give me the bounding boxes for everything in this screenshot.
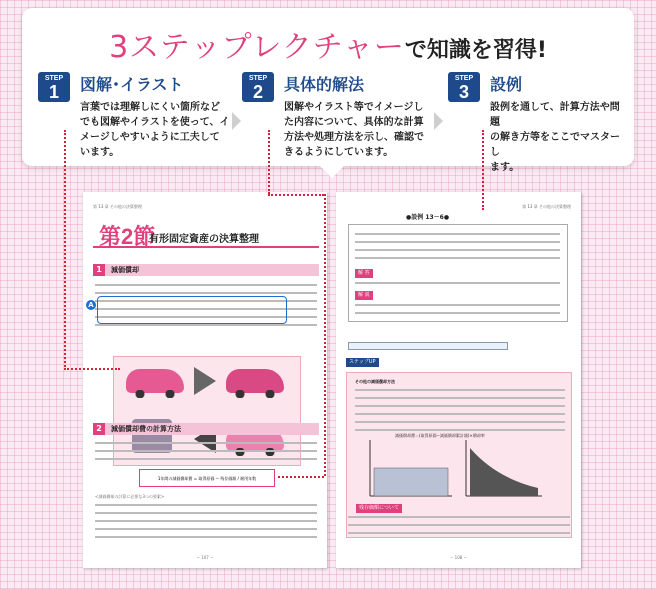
connector-line: [64, 130, 66, 370]
step-2-description: 図解やイラスト等でイメージし た内容について、具体的な計算 方法や処理方法を示し、確認で きるようにしています。: [284, 102, 424, 158]
section-title: 有形固定資産の決算整理: [149, 234, 259, 245]
subsection-2: 2 減価償却費の計算方法: [93, 423, 319, 435]
connector-line: [482, 130, 484, 210]
reference-note: [348, 342, 508, 350]
straight-line-block: [374, 468, 448, 496]
explanation-tag: 解 説: [355, 291, 373, 300]
example-title: ●設例 13－6●: [406, 214, 450, 221]
step-2-badge: STEP 2: [242, 72, 274, 102]
connector-line: [268, 194, 324, 196]
intro-banner: [22, 8, 634, 173]
banner-title: [22, 22, 634, 66]
step-1: [38, 72, 238, 162]
arrow-right-icon: [194, 367, 216, 395]
section-heading: [93, 220, 319, 248]
subsection-2-title: 減価償却費の計算方法: [111, 425, 181, 433]
subsection-1-title: 減価償却: [111, 266, 139, 274]
step-3-badge: STEP 3: [448, 72, 480, 102]
step-up-heading: その他の減価償却方法: [355, 379, 395, 384]
banner-pointer: [318, 164, 346, 178]
right-page: [336, 192, 581, 568]
step-3-heading: 設例: [490, 75, 523, 94]
body-text: [95, 504, 317, 544]
highlight-box: [97, 296, 287, 324]
step-3: [448, 72, 628, 173]
body-text: [95, 442, 317, 466]
connector-line: [324, 194, 326, 476]
connector-line: [64, 368, 120, 370]
step-2-heading: 具体的解法: [284, 75, 365, 94]
title-accent: 3ステップレクチャー: [109, 30, 405, 65]
car-icon: [126, 369, 184, 393]
left-running-head: 第 13 章 その他の決算整理: [93, 204, 142, 209]
step-1-badge: STEP 1: [38, 72, 70, 102]
footnote: <減価償却の計算に必要な3つの要素>: [95, 494, 165, 499]
depreciation-chart: [366, 438, 546, 498]
left-page: [83, 192, 327, 568]
connector-line: [278, 476, 324, 478]
step-2: [242, 72, 442, 162]
chart-caption: 減価償却費＝(取得原価−減価償却累計額)×償却率: [395, 433, 485, 438]
right-running-head: 第 13 章 その他の決算整理: [522, 204, 571, 209]
example-box: [348, 224, 568, 322]
step-up-tag: ステップUP: [346, 358, 379, 367]
declining-balance-block: [470, 448, 538, 496]
step-arrow-icon: [434, 112, 443, 130]
bottom-tag: 残存価額について: [356, 504, 402, 513]
left-page-number: − 107 −: [196, 555, 214, 560]
step-3-description: 設例を通して、計算方法や問題 の解き方等をここでマスターし ます。: [490, 102, 620, 173]
step-1-description: 言葉では理解しにくい箇所など でも図解やイラストを使って、イ メージしやすいように工夫して います。: [80, 102, 230, 158]
car-icon: [226, 369, 284, 393]
step-arrow-icon: [232, 112, 241, 130]
formula-box: 1年間の減価償却費 = 取得原価 − 残存価額 / 耐用年数: [139, 469, 275, 487]
section-number: 第2節: [99, 224, 156, 249]
step-1-heading: 図解･イラスト: [80, 75, 184, 94]
subsection-1: 1 減価償却: [93, 264, 319, 276]
right-page-number: − 108 −: [450, 555, 467, 560]
body-text: [348, 516, 570, 540]
marker-a: A: [86, 300, 96, 310]
connector-line: [268, 130, 270, 194]
answer-tag: 解 答: [355, 269, 373, 278]
title-rest: で知識を習得!: [404, 38, 547, 63]
